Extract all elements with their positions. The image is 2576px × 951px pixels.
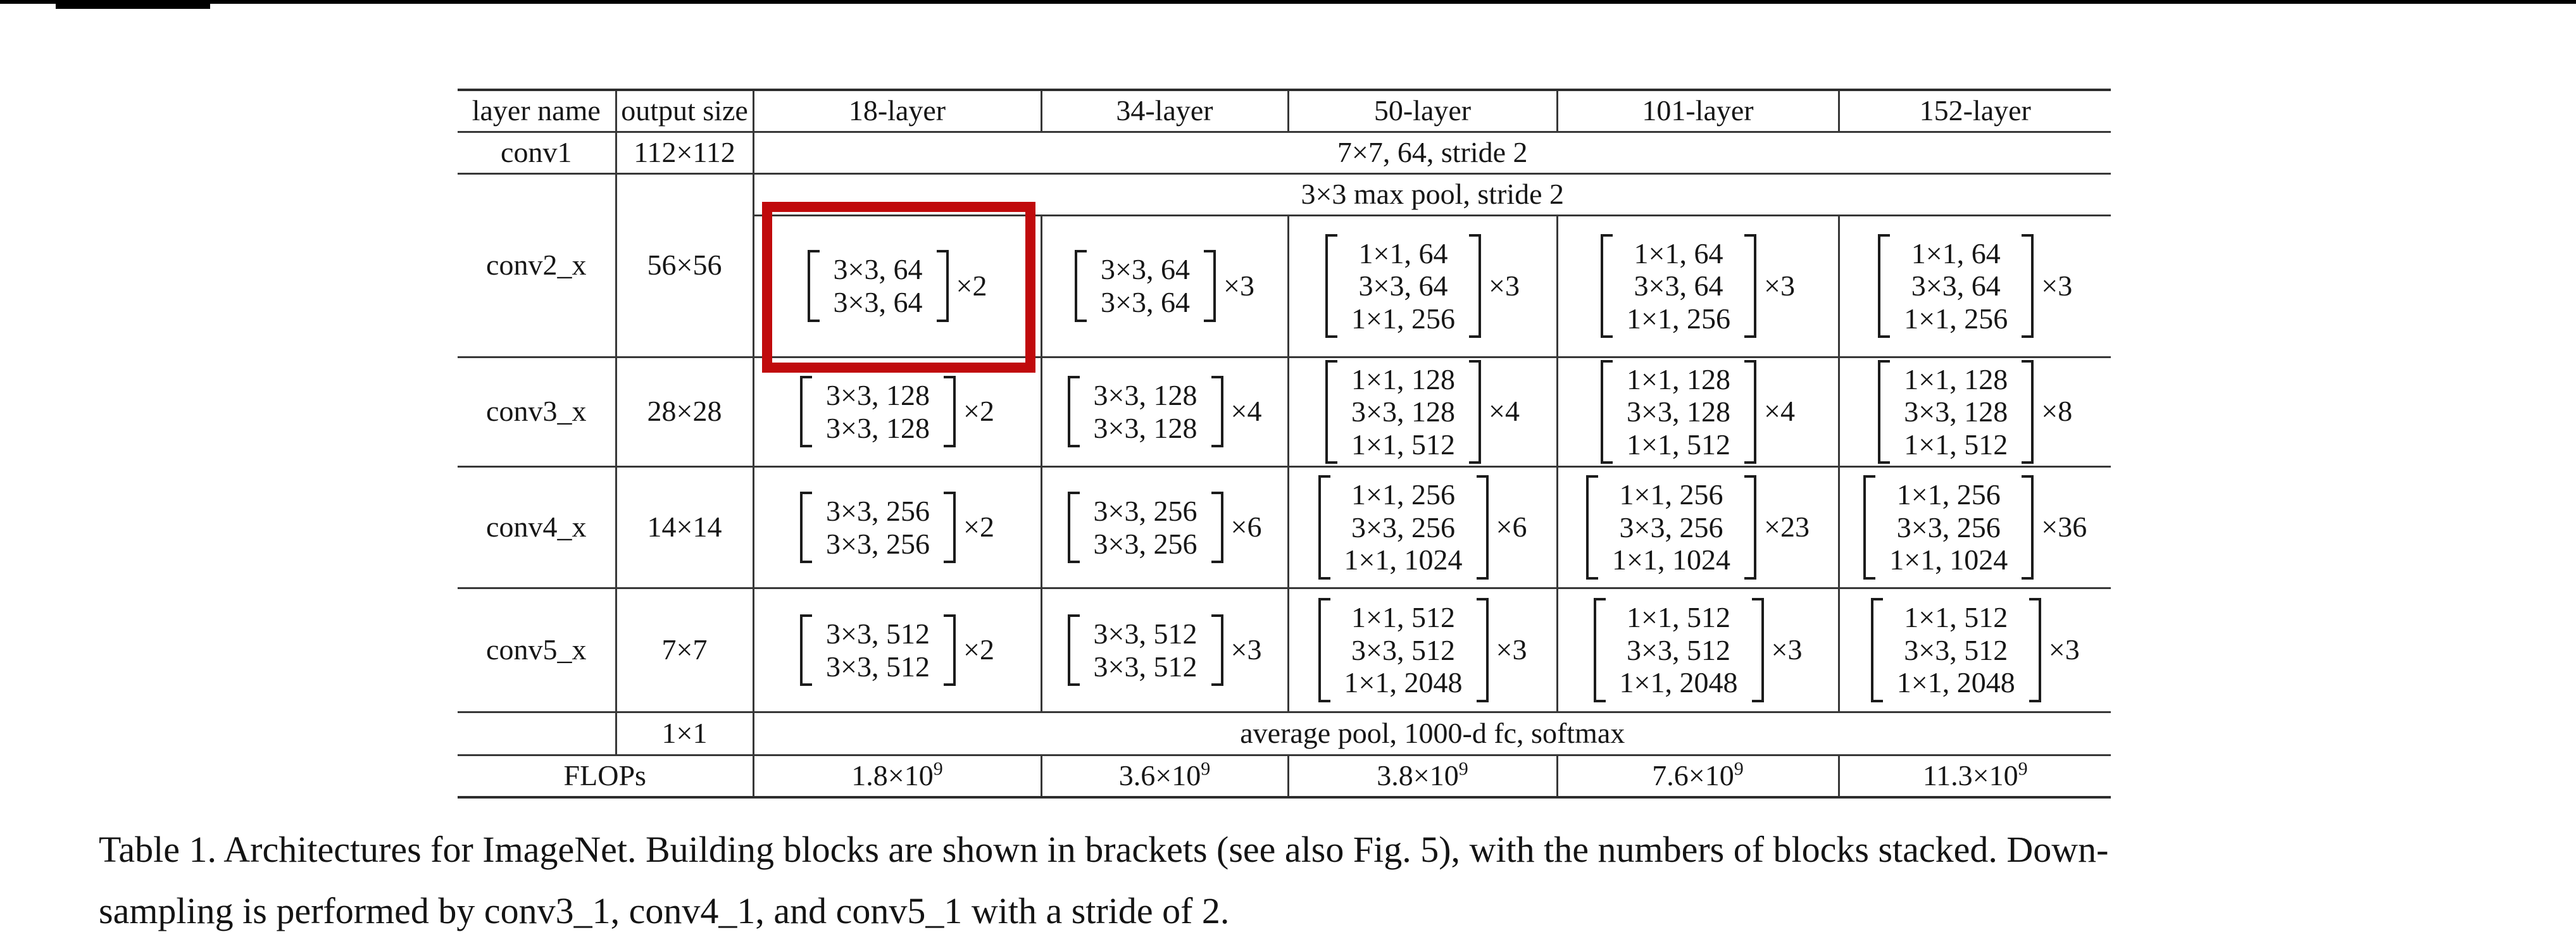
left-bracket-icon: [800, 376, 812, 447]
flops-exponent: 9: [933, 758, 943, 780]
right-bracket-icon: [2022, 234, 2034, 339]
block-lines: 1×1, 256 3×3, 256 1×1, 1024: [1612, 478, 1730, 576]
left-bracket-icon: [1325, 360, 1337, 464]
flops-152layer: [1839, 755, 2111, 797]
residual-block: [1289, 358, 1556, 466]
block-multiplier: ×3: [1496, 633, 1527, 666]
flops-value: 7.6×10: [1652, 759, 1734, 792]
right-bracket-icon: [1744, 234, 1756, 339]
cell-conv3-50layer: [1288, 357, 1557, 467]
col-header-101-layer: 101-layer: [1557, 90, 1839, 132]
residual-block: [1840, 473, 2111, 581]
cell-conv5-34layer: [1041, 588, 1288, 712]
col-header-152-layer: 152-layer: [1839, 90, 2111, 132]
left-bracket-icon: [1863, 475, 1875, 580]
block-multiplier: ×23: [1764, 511, 1810, 544]
layer-name-conv5: conv5_x: [458, 588, 616, 712]
block-lines: 3×3, 128 3×3, 128: [1093, 379, 1197, 444]
table-row-conv2-maxpool: [458, 173, 2111, 215]
architectures-table: [458, 89, 2111, 799]
block-multiplier: ×3: [2041, 269, 2073, 302]
block-multiplier: ×3: [1230, 633, 1262, 666]
right-bracket-icon: [937, 250, 949, 321]
col-header-50-layer: 50-layer: [1288, 90, 1557, 132]
table-header-row: [458, 90, 2111, 132]
residual-block: [1840, 232, 2111, 340]
right-bracket-icon: [1211, 376, 1223, 447]
right-bracket-icon: [1211, 614, 1223, 686]
residual-block: [754, 490, 1041, 565]
block-lines: 3×3, 64 3×3, 64: [1101, 253, 1190, 318]
avgpool-spec: average pool, 1000-d fc, softmax: [753, 712, 2111, 755]
cell-conv4-152layer: [1839, 467, 2111, 588]
residual-block: [754, 612, 1041, 688]
block-multiplier: ×36: [2041, 511, 2087, 544]
table-row-conv4: [458, 467, 2111, 588]
flops-18layer: [753, 755, 1041, 797]
flops-exponent: 9: [1458, 758, 1468, 780]
output-size-conv1: 112×112: [616, 132, 753, 173]
right-bracket-icon: [2022, 475, 2034, 580]
block-multiplier: ×3: [1223, 269, 1254, 302]
residual-block: [1042, 612, 1287, 688]
block-multiplier: ×4: [1764, 395, 1795, 428]
col-header-18-layer: 18-layer: [753, 90, 1041, 132]
residual-block: [1042, 374, 1287, 449]
residual-block: [1289, 473, 1556, 581]
flops-label: FLOPs: [458, 755, 753, 797]
residual-block: [1840, 596, 2111, 704]
right-bracket-icon: [944, 376, 956, 447]
block-lines: 1×1, 512 3×3, 512 1×1, 2048: [1344, 601, 1463, 699]
layer-name-conv4: conv4_x: [458, 467, 616, 588]
left-bracket-icon: [1325, 234, 1337, 339]
left-bracket-icon: [1594, 598, 1606, 702]
block-multiplier: ×6: [1230, 511, 1262, 544]
conv1-spec: 7×7, 64, stride 2: [753, 132, 2111, 173]
cell-conv3-101layer: [1557, 357, 1839, 467]
block-lines: 1×1, 64 3×3, 64 1×1, 256: [1351, 237, 1455, 335]
maxpool-spec: 3×3 max pool, stride 2: [753, 173, 2111, 215]
residual-block: [1042, 490, 1287, 565]
block-multiplier: ×2: [963, 633, 994, 666]
residual-block: [1840, 358, 2111, 466]
output-size-conv5: 7×7: [616, 588, 753, 712]
block-multiplier: ×6: [1496, 511, 1527, 544]
table-row-avgpool: [458, 712, 2111, 755]
table-row-conv5: [458, 588, 2111, 712]
right-bracket-icon: [1211, 492, 1223, 563]
residual-block: [1289, 232, 1556, 340]
flops-101layer: [1557, 755, 1839, 797]
flops-value: 11.3×10: [1922, 759, 2018, 792]
flops-exponent: 9: [1201, 758, 1211, 780]
left-bracket-icon: [1318, 475, 1330, 580]
cell-conv2-152layer: [1839, 215, 2111, 357]
flops-34layer: [1041, 755, 1288, 797]
block-lines: 1×1, 128 3×3, 128 1×1, 512: [1627, 363, 1730, 461]
block-multiplier: ×3: [1771, 633, 1803, 666]
layer-name-conv2: conv2_x: [458, 173, 616, 357]
residual-block: [754, 374, 1041, 449]
block-multiplier: ×3: [2048, 633, 2080, 666]
right-bracket-icon: [944, 492, 956, 563]
page-crop-edge-line: [0, 0, 2576, 4]
right-bracket-icon: [1752, 598, 1764, 702]
right-bracket-icon: [1469, 360, 1481, 464]
cell-conv4-34layer: [1041, 467, 1288, 588]
right-bracket-icon: [1744, 475, 1756, 580]
block-multiplier: ×4: [1489, 395, 1520, 428]
col-header-output-size: output size: [616, 90, 753, 132]
left-bracket-icon: [1601, 360, 1613, 464]
output-size-conv4: 14×14: [616, 467, 753, 588]
table-row-conv3: [458, 357, 2111, 467]
block-multiplier: ×8: [2041, 395, 2073, 428]
block-multiplier: ×2: [963, 395, 994, 428]
left-bracket-icon: [1586, 475, 1598, 580]
flops-exponent: 9: [1734, 758, 1744, 780]
left-bracket-icon: [1871, 598, 1883, 702]
flops-value: 3.6×10: [1118, 759, 1201, 792]
block-lines: 3×3, 256 3×3, 256: [1093, 495, 1197, 560]
right-bracket-icon: [1477, 598, 1489, 702]
block-multiplier: ×3: [1489, 269, 1520, 302]
block-lines: 1×1, 64 3×3, 64 1×1, 256: [1627, 237, 1730, 335]
cell-conv5-152layer: [1839, 588, 2111, 712]
residual-block: [1558, 232, 1838, 340]
right-bracket-icon: [1469, 234, 1481, 339]
left-bracket-icon: [1068, 614, 1080, 686]
cell-conv2-18layer: [753, 215, 1041, 357]
left-bracket-icon: [1878, 234, 1890, 339]
cell-conv2-34layer: [1041, 215, 1288, 357]
block-lines: 1×1, 512 3×3, 512 1×1, 2048: [1619, 601, 1738, 699]
table-row-conv1: [458, 132, 2111, 173]
block-lines: 3×3, 256 3×3, 256: [826, 495, 930, 560]
block-lines: 1×1, 256 3×3, 256 1×1, 1024: [1889, 478, 2008, 576]
residual-block: [1558, 473, 1838, 581]
block-lines: 1×1, 512 3×3, 512 1×1, 2048: [1896, 601, 2015, 699]
left-bracket-icon: [808, 250, 820, 321]
table-row-flops: [458, 755, 2111, 797]
cell-conv3-34layer: [1041, 357, 1288, 467]
col-header-34-layer: 34-layer: [1041, 90, 1288, 132]
flops-exponent: 9: [2018, 758, 2028, 780]
right-bracket-icon: [1204, 250, 1216, 321]
block-lines: 3×3, 64 3×3, 64: [833, 253, 923, 318]
right-bracket-icon: [2029, 598, 2041, 702]
flops-value: 3.8×10: [1377, 759, 1459, 792]
block-lines: 3×3, 512 3×3, 512: [826, 618, 930, 683]
block-multiplier: ×4: [1230, 395, 1262, 428]
output-size-conv2: 56×56: [616, 173, 753, 357]
left-bracket-icon: [1878, 360, 1890, 464]
cell-conv5-18layer: [753, 588, 1041, 712]
block-lines: 1×1, 128 3×3, 128 1×1, 512: [1904, 363, 2008, 461]
layer-name-empty: [458, 712, 616, 755]
block-multiplier: ×2: [956, 269, 987, 302]
caption-line-2: sampling is performed by conv3_1, conv4_1, and conv5_1 with a stride of 2.: [99, 890, 1230, 931]
residual-block: [1042, 248, 1287, 323]
block-lines: 3×3, 128 3×3, 128: [826, 379, 930, 444]
table-caption: [99, 819, 2498, 942]
flops-value: 1.8×10: [851, 759, 934, 792]
right-bracket-icon: [944, 614, 956, 686]
col-header-layer-name: layer name: [458, 90, 616, 132]
block-lines: 1×1, 256 3×3, 256 1×1, 1024: [1344, 478, 1463, 576]
left-bracket-icon: [1318, 598, 1330, 702]
left-bracket-icon: [1068, 492, 1080, 563]
left-bracket-icon: [1601, 234, 1613, 339]
cell-conv4-50layer: [1288, 467, 1557, 588]
block-lines: 3×3, 512 3×3, 512: [1093, 618, 1197, 683]
layer-name-conv1: conv1: [458, 132, 616, 173]
right-bracket-icon: [1477, 475, 1489, 580]
residual-block: [1558, 596, 1838, 704]
block-multiplier: ×3: [1764, 269, 1795, 302]
output-size-avgpool: 1×1: [616, 712, 753, 755]
residual-block: [1289, 596, 1556, 704]
cell-conv4-18layer: [753, 467, 1041, 588]
right-bracket-icon: [1744, 360, 1756, 464]
right-bracket-icon: [2022, 360, 2034, 464]
cell-conv4-101layer: [1557, 467, 1839, 588]
block-lines: 1×1, 64 3×3, 64 1×1, 256: [1904, 237, 2008, 335]
left-bracket-icon: [800, 614, 812, 686]
block-lines: 1×1, 128 3×3, 128 1×1, 512: [1351, 363, 1455, 461]
left-bracket-icon: [1068, 376, 1080, 447]
layer-name-conv3: conv3_x: [458, 357, 616, 467]
block-multiplier: ×2: [963, 511, 994, 544]
residual-block: [754, 248, 1041, 323]
cell-conv5-101layer: [1557, 588, 1839, 712]
cell-conv2-50layer: [1288, 215, 1557, 357]
cell-conv5-50layer: [1288, 588, 1557, 712]
left-bracket-icon: [1075, 250, 1087, 321]
cell-conv2-101layer: [1557, 215, 1839, 357]
flops-50layer: [1288, 755, 1557, 797]
cell-conv3-152layer: [1839, 357, 2111, 467]
residual-block: [1558, 358, 1838, 466]
page-crop-edge-segment: [56, 0, 210, 9]
cell-conv3-18layer: [753, 357, 1041, 467]
caption-line-1: Table 1. Architectures for ImageNet. Building blocks are shown in brackets (see also Fig. 5), with the numbers of blocks stacked. Down-: [99, 829, 2109, 870]
left-bracket-icon: [800, 492, 812, 563]
output-size-conv3: 28×28: [616, 357, 753, 467]
